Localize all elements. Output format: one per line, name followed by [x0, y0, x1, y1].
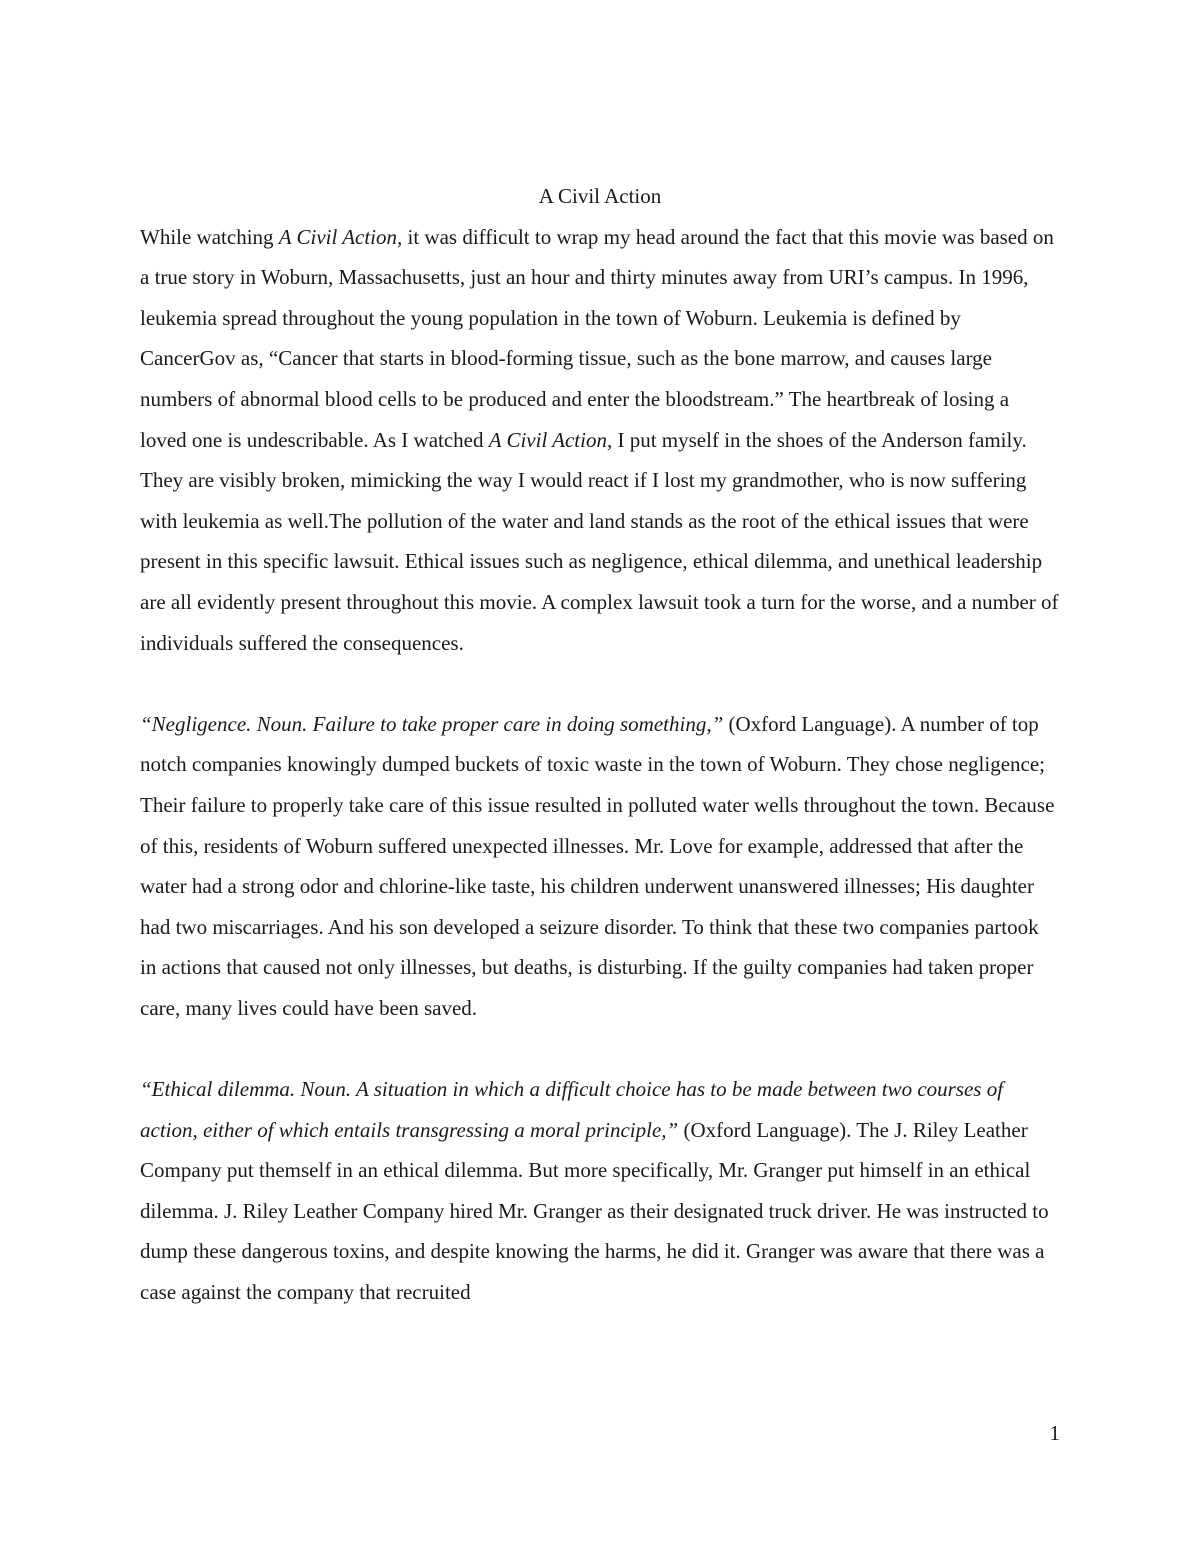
- paragraph-ethical-dilemma: [140, 1069, 1060, 1313]
- text-run: While watching: [140, 224, 279, 249]
- text-run: I put myself in the shoes of the Anderson family. They are visibly broken, mimicking the way I would react if I lost my grandmother, who is now suffering with leukemia as well.The pollution of the water and land stands as the root of the ethical issues that were present in this specific lawsuit. Ethical issues such as negligence, ethical dilemma, and unethical leadership are all evidently present throughout this movie. A complex lawsuit took a turn for the worse, and a number of individuals suffered the consequences.: [140, 427, 1059, 655]
- text-run-italic: A Civil Action,: [278, 224, 403, 249]
- document-body: [140, 176, 1060, 1313]
- text-run: it was difficult to wrap my head around the fact that this movie was based on a true story in Woburn, Massachusetts, just an hour and thirty minutes away from URI’s campus. In 1996, leukemia spread throughout the young population in the town of Woburn. Leukemia is defined by CancerGov as, “Cancer that starts in blood-forming tissue, such as the bone marrow, and causes large numbers of abnormal blood cells to be produced and enter the bloodstream.” The heartbreak of losing a loved one is undescribable. As I watched: [140, 224, 1054, 452]
- text-run-italic: “Ethical dilemma. Noun. A situation in which a difficult choice has to be made between two courses of action, either of which entails transgressing a moral principle,”: [140, 1077, 1004, 1142]
- document-title: A Civil Action: [538, 184, 662, 208]
- paragraph-intro: [140, 217, 1060, 664]
- page-number: 1: [1049, 1421, 1060, 1445]
- text-run: (Oxford Language). A number of top notch companies knowingly dumped buckets of toxic waste in the town of Woburn. They chose negligence; Their failure to properly take care of this issue resulted in polluted water wells throughout the town. Because of this, residents of Woburn suffered unexpected illnesses. Mr. Love for example, addressed that after the water had a strong odor and chlorine-like taste, his children underwent unanswered illnesses; His daughter had two miscarriages. And his son developed a seizure disorder. To think that these two companies partook in actions that caused not only illnesses, but deaths, is disturbing. If the guilty companies had taken proper care, many lives could have been saved.: [140, 711, 1055, 1020]
- text-run-italic: “Negligence. Noun. Failure to take proper care in doing something,”: [140, 711, 724, 736]
- paragraph-negligence: [140, 704, 1060, 1029]
- text-run: (Oxford Language). The J. Riley Leather Company put themself in an ethical dilemma. But more specifically, Mr. Granger put himself in an ethical dilemma. J. Riley Leather Company hired Mr. Granger as their designated truck driver. He was instructed to dump these dangerous toxins, and despite knowing the harms, he did it. Granger was aware that there was a case against the company that recruited: [140, 1117, 1049, 1305]
- text-run-italic: A Civil Action,: [488, 427, 613, 452]
